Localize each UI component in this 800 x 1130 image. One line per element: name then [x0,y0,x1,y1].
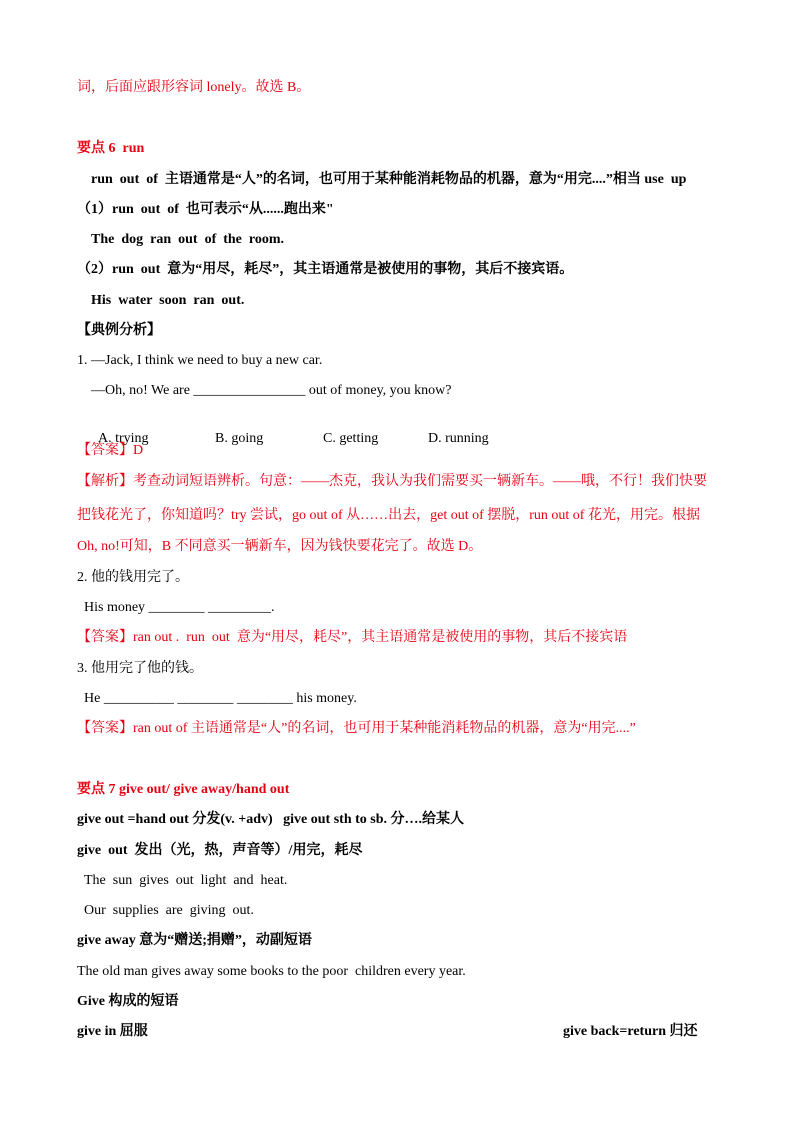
question-3-line-2: He __________ ________ ________ his money. [84,691,357,706]
section-7-line-5-right: give back=return 归还 [563,1024,698,1039]
section-7-example-1: The sun gives out light and heat. [84,873,288,888]
section-6-heading: 要点 6 run [77,141,145,156]
section-6-point-1: （1）run out of 也可表示“从......跑出来" [77,202,334,217]
section-6-example-2: His water soon ran out. [91,293,245,308]
question-2-line-1: 2. 他的钱用完了。 [77,570,189,585]
section-7-line-5-left: give in 屈服 [77,1024,148,1039]
section-6-definition: run out of 主语通常是“人”的名词，也可用于某种能消耗物品的机器，意为“用完....”相当 use up [91,172,687,187]
option-c: C. getting [323,431,379,446]
option-a: A. trying [98,431,149,446]
section-6-point-2: （2）run out 意为“用尽，耗尽”，其主语通常是被使用的事物，其后不接宾语。 [77,262,574,277]
examples-heading: 【典例分析】 [77,323,161,338]
question-1-analysis-2: 把钱花光了，你知道吗？try 尝试，go out of 从……出去，get out of 摆脱，run out of 花光，用完。根据 [77,508,700,523]
option-b: B. going [215,431,264,446]
section-7-line-3: give away 意为“赠送;捐赠”，动副短语 [77,933,312,948]
section-7-line-1: give out =hand out 分发(v. +adv) give out sth to sb. 分….给某人 [77,812,464,827]
section-6-example-1: The dog ran out of the room. [91,232,285,247]
section-7-example-3: The old man gives away some books to the poor children every year. [77,964,466,979]
question-1-analysis-3: Oh, no!可知，B 不同意买一辆新车，因为钱快要花完了。故选 D。 [77,539,483,554]
intro-tail: 词，后面应跟形容词 lonely。故选 B。 [77,80,311,95]
question-1-line-1: 1. —Jack, I think we need to buy a new car. [77,353,323,368]
question-3-answer: 【答案】ran out of 主语通常是“人”的名词，也可用于某种能消耗物品的机器，意为“用完....” [77,721,636,736]
question-2-answer: 【答案】ran out . run out 意为“用尽，耗尽”，其主语通常是被使用的事物，其后不接宾语 [77,630,628,645]
section-7-heading: 要点 7 give out/ give away/hand out [77,782,290,797]
question-1-answer: 【答案】D [77,443,144,458]
question-1-analysis-1: 【解析】考查动词短语辨析。句意：——杰克，我认为我们需要买一辆新车。——哦，不行！我们快要 [77,474,707,489]
section-7-line-2: give out 发出（光，热，声音等）/用完，耗尽 [77,843,363,858]
question-2-line-2: His money ________ _________. [84,600,275,615]
question-1-line-2: —Oh, no! We are ________________ out of money, you know? [91,383,452,398]
section-7-example-2: Our supplies are giving out. [84,903,254,918]
question-1-options [91,412,489,448]
question-3-line-1: 3. 他用完了他的钱。 [77,661,203,676]
option-d: D. running [428,431,489,446]
section-7-line-4: Give 构成的短语 [77,994,179,1009]
